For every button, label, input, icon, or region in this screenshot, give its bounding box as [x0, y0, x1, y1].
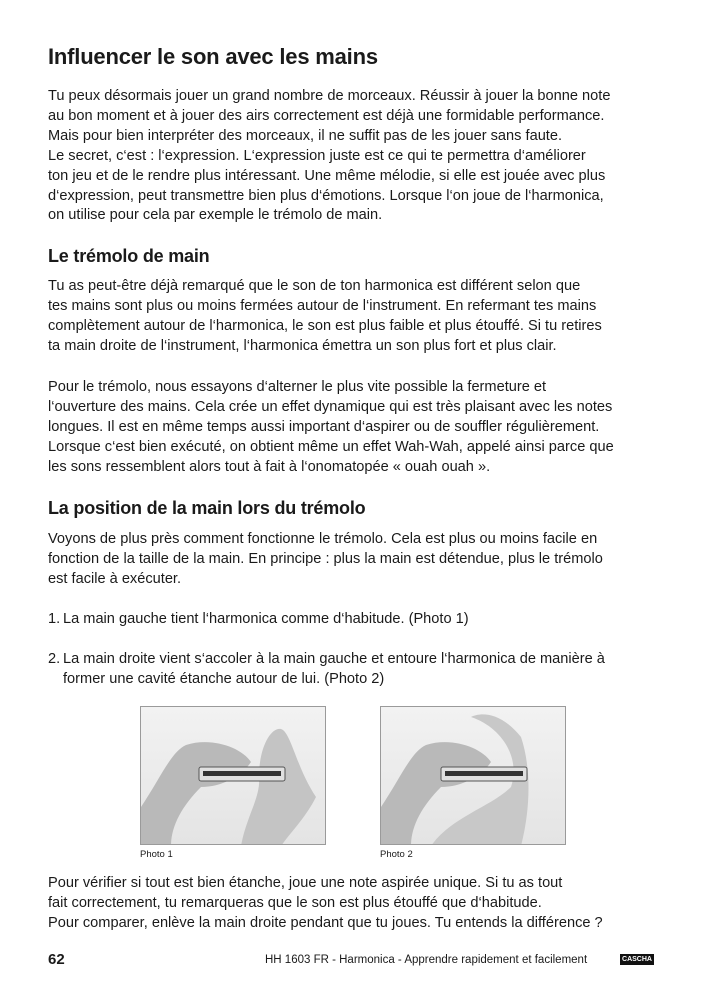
hand-position-paragraph	[48, 530, 603, 590]
text-line: l‘ouverture des mains. Cela crée un effet dynamique qui est très plaisant avec les notes	[48, 398, 613, 415]
text-line: les sons ressemblent alors tout à fait à l‘onomatopée « ouah ouah ».	[48, 458, 491, 475]
text-line: tes mains sont plus ou moins fermées autour de l‘instrument. En refermant tes mains	[48, 297, 597, 314]
tremolo-paragraph-2	[48, 378, 614, 478]
page-title: Influencer le son avec les mains	[48, 44, 378, 69]
step-1	[48, 610, 469, 630]
text-line: on utilise pour cela par exemple le trémolo de main.	[48, 207, 383, 224]
step-number: 2.	[48, 651, 61, 667]
hands-harmonica-illustration	[141, 707, 326, 845]
step-number: 1.	[48, 611, 61, 627]
text-line: complètement autour de l‘harmonica, le son est plus faible et plus étouffé. Si tu retires	[48, 317, 602, 334]
text-line: est facile à exécuter.	[48, 570, 182, 587]
intro-paragraph	[48, 87, 610, 226]
step-text: La main gauche tient l‘harmonica comme d‘habitude. (Photo 1)	[63, 611, 469, 627]
step-2	[48, 650, 605, 690]
section-heading-tremolo: Le trémolo de main	[48, 246, 210, 266]
section-heading-hand-position: La position de la main lors du trémolo	[48, 498, 366, 518]
page-number: 62	[48, 951, 65, 968]
text-line: fait correctement, tu remarqueras que le son est plus étouffé que d‘habitude.	[48, 894, 542, 911]
photo-2-image	[380, 706, 566, 845]
text-line: d‘expression, peut transmettre bien plus d‘émotions. Lorsque l‘on joue de l‘harmonica,	[48, 187, 604, 204]
publisher-logo: CASCHA	[620, 954, 654, 965]
text-line: longues. Il est en même temps aussi important d‘aspirer ou de souffler régulièrement.	[48, 418, 600, 435]
text-line: Tu peux désormais jouer un grand nombre de morceaux. Réussir à jouer la bonne note	[48, 88, 611, 104]
step-text: La main droite vient s‘accoler à la main gauche et entoure l‘harmonica de manière à	[63, 651, 605, 667]
photo-2-caption: Photo 2	[380, 849, 413, 860]
text-line: ton jeu et de le rendre plus intéressant. Une même mélodie, si elle est jouée avec plus	[48, 167, 606, 184]
text-line: Pour le trémolo, nous essayons d‘alterner le plus vite possible la fermeture et	[48, 379, 547, 395]
book-title: HH 1603 FR - Harmonica - Apprendre rapidement et facilement	[265, 954, 588, 966]
tremolo-paragraph-1	[48, 277, 602, 357]
photo-1-caption: Photo 1	[140, 849, 173, 860]
text-line: Pour comparer, enlève la main droite pendant que tu joues. Tu entends la différence ?	[48, 914, 603, 931]
text-line: Mais pour bien interpréter des morceaux, il ne suffit pas de les jouer sans faute.	[48, 127, 563, 144]
text-line: ta main droite de l‘instrument, l‘harmonica émettra un son plus fort et plus clair.	[48, 337, 557, 354]
text-line: au bon moment et à jouer des airs correctement est déjà une formidable performance.	[48, 107, 605, 124]
closing-paragraph	[48, 874, 603, 934]
text-line: Voyons de plus près comment fonctionne le trémolo. Cela est plus ou moins facile en	[48, 531, 598, 547]
hands-harmonica-illustration	[381, 707, 566, 845]
text-line: Tu as peut-être déjà remarqué que le son de ton harmonica est différent selon que	[48, 278, 581, 294]
text-line: Pour vérifier si tout est bien étanche, joue une note aspirée unique. Si tu as tout	[48, 875, 563, 891]
step-text: former une cavité étanche autour de lui. (Photo 2)	[63, 670, 385, 687]
text-line: Le secret, c‘est : l‘expression. L‘expression juste est ce qui te permettra d‘améliorer	[48, 147, 586, 164]
text-line: fonction de la taille de la main. En principe : plus la main est détendue, plus le trémolo	[48, 550, 603, 567]
text-line: Lorsque c‘est bien exécuté, on obtient même un effet Wah-Wah, appelé ainsi parce que	[48, 438, 614, 455]
photo-1-image	[140, 706, 326, 845]
